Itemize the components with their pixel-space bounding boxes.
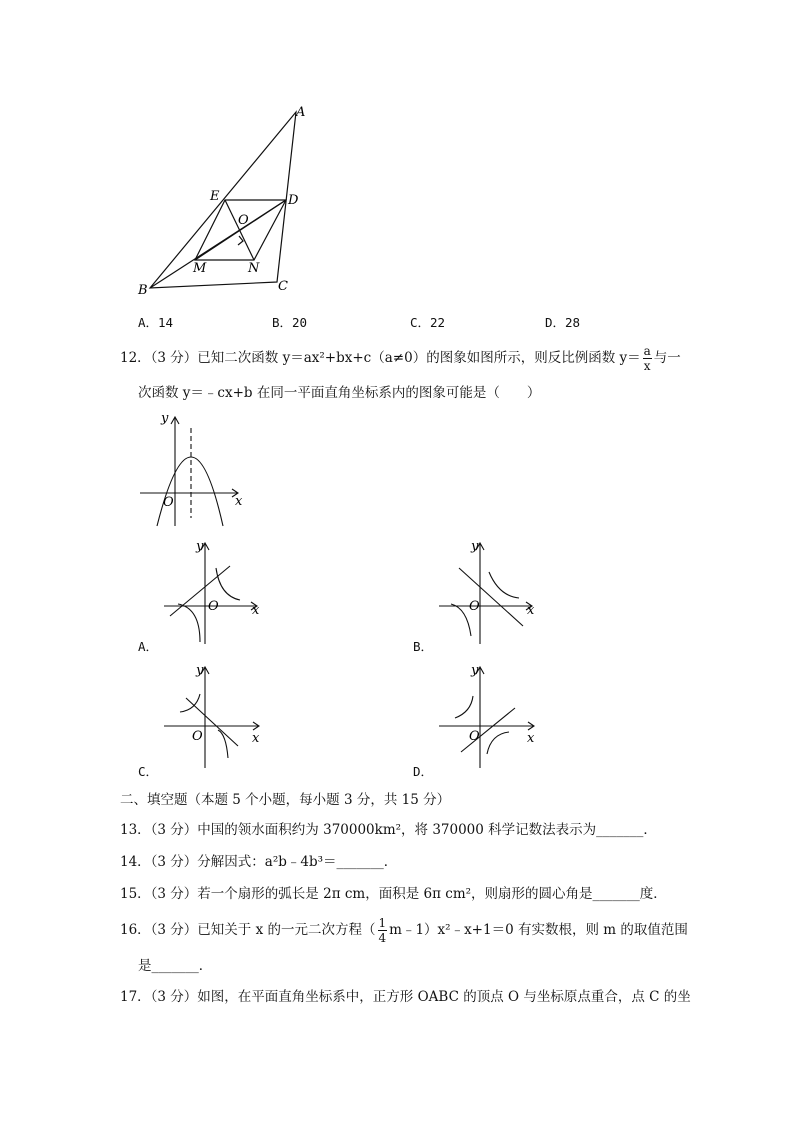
q12-line2: 次函数 y＝﹣cx+b 在同一平面直角坐标系内的图象可能是（ ） <box>138 385 541 401</box>
axis-x-label: x <box>252 731 260 746</box>
q16-suffix: m﹣1）x²﹣x+1＝0 有实数根，则 m 的取值范围 <box>389 922 688 938</box>
axis-y-label: y <box>161 411 169 426</box>
axis-x-label: x <box>252 603 260 618</box>
label-N: N <box>248 261 260 276</box>
q12-option-d-graph <box>435 662 545 772</box>
hyperbola-branch-1 <box>489 572 519 598</box>
hyperbola-branch-1 <box>180 694 200 712</box>
q12-fraction-numerator: a <box>643 344 651 358</box>
label-M: M <box>193 261 207 276</box>
q12-fraction <box>643 344 652 373</box>
q12-option-a[interactable]: A． <box>138 639 159 654</box>
q12-line1-prefix: 12．（3 分）已知二次函数 y＝ax²+bx+c（a≠0）的图象如图所示，则反比例函数 y＝ <box>120 350 641 366</box>
hyperbola-branch-2 <box>451 604 471 636</box>
q12-line1-suffix: 与一 <box>653 350 681 366</box>
origin-label: O <box>208 599 219 614</box>
q16-fraction <box>378 916 388 945</box>
label-D: D <box>288 193 299 208</box>
q13-text: 13．（3 分）中国的领水面积约为 370000km²，将 370000 科学记数法表示为_______． <box>120 822 657 838</box>
hyperbola-branch-1 <box>455 696 473 718</box>
label-A: A <box>296 105 306 120</box>
axis-x-label: x <box>527 731 535 746</box>
origin-label: O <box>163 495 174 510</box>
axis-y-label: y <box>196 539 204 554</box>
segment-dm <box>195 200 286 260</box>
right-angle-mark <box>238 236 243 245</box>
axis-y-label: y <box>196 663 204 678</box>
q16-line1 <box>120 916 688 945</box>
label-E: E <box>210 189 220 204</box>
linear-graph <box>170 566 230 616</box>
origin-label: O <box>192 729 203 744</box>
hyperbola-branch-2 <box>487 732 509 754</box>
section-heading: 二、填空题（本题 5 个小题，每小题 3 分，共 15 分） <box>120 792 451 808</box>
q12-line1 <box>120 344 681 373</box>
q12-parabola-graph <box>135 408 255 533</box>
axis-x-label: x <box>235 494 243 509</box>
hyperbola-branch-2 <box>178 604 200 642</box>
axis-x-label: x <box>527 603 535 618</box>
hyperbola-branch-2 <box>218 730 228 758</box>
axis-y-label: y <box>471 663 479 678</box>
q14-text: 14．（3 分）分解因式：a²b﹣4b³＝_______． <box>120 854 398 870</box>
parabola-curve <box>157 457 223 526</box>
q12-option-b[interactable]: B． <box>413 639 434 654</box>
q16-line2: 是_______． <box>138 958 213 974</box>
q11-option-b[interactable]: B．20 <box>272 315 308 330</box>
q12-option-c-graph <box>160 662 270 772</box>
q12-option-a-graph <box>160 538 270 648</box>
q11-geometry-figure <box>130 100 330 300</box>
origin-label: O <box>469 599 480 614</box>
q12-option-b-graph <box>435 538 545 648</box>
q17-text: 17．（3 分）如图，在平面直角坐标系中，正方形 OABC 的顶点 O 与坐标原点重合，点 C 的坐 <box>120 989 691 1005</box>
q15-text: 15．（3 分）若一个扇形的弧长是 2π cm，面积是 6π cm²，则扇形的圆心角是_______度． <box>120 886 667 902</box>
q11-option-a[interactable]: A．14 <box>138 315 174 330</box>
q11-option-d[interactable]: D．28 <box>545 315 581 330</box>
axis-y-label: y <box>471 539 479 554</box>
q12-fraction-denominator: x <box>643 359 651 373</box>
q11-option-c[interactable]: C．22 <box>410 315 446 330</box>
label-O: O <box>238 213 249 228</box>
q12-option-c[interactable]: C． <box>138 764 159 779</box>
label-B: B <box>138 283 148 298</box>
label-C: C <box>278 279 288 294</box>
origin-label: O <box>469 729 480 744</box>
q16-fraction-denominator: 4 <box>378 931 387 945</box>
q16-fraction-numerator: 1 <box>378 916 387 930</box>
q12-option-d[interactable]: D． <box>413 764 434 779</box>
hyperbola-branch-1 <box>216 568 240 600</box>
q16-prefix: 16．（3 分）已知关于 x 的一元二次方程（ <box>120 922 376 938</box>
